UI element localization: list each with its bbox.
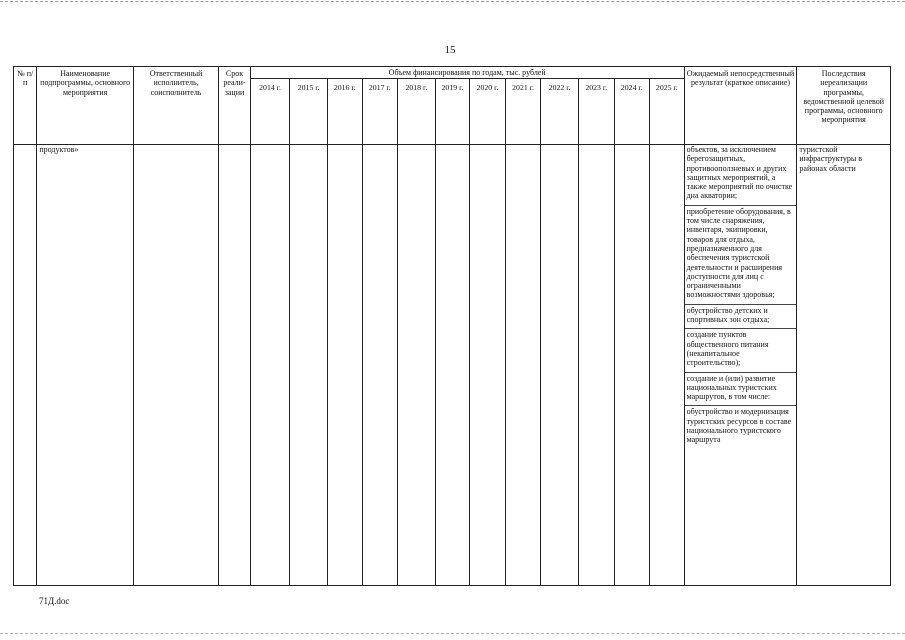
footer-file-name: 71Д.doc [39,596,70,606]
row-year-cell [650,145,685,586]
row-year-cell [327,145,362,586]
divider [685,372,797,373]
year-header: 2020 г. [470,79,506,145]
year-header: 2015 г. [290,79,328,145]
header-financing: Объем финансирования по годам, тыс. рублей [250,67,684,79]
header-name: Наименование подпрограммы, основного мероприятия [37,67,134,145]
year-header: 2022 г. [541,79,579,145]
row-year-cell [505,145,541,586]
row-expected-result [684,145,797,586]
row-year-cell [614,145,650,586]
expected-item: создание и (или) развитие национальных туристских маршрутов, в том числе: [686,373,777,402]
header-responsible: Ответственный исполнитель, соисполнитель [133,67,218,145]
year-header: 2023 г. [578,79,614,145]
row-year-cell [290,145,328,586]
year-header: 2018 г. [398,79,436,145]
expected-item: создание пунктов общественного питания (некапитальное строительство); [686,330,769,368]
divider [685,304,797,305]
expected-item: обустройство и модернизация туристских ресурсов в составе национального туристского маршрута [686,407,792,445]
year-header: 2017 г. [362,79,398,145]
header-num: № п/п [14,67,37,145]
divider [685,205,797,206]
scan-edge-bottom [0,633,905,634]
row-year-cell [398,145,436,586]
row-year-cell [541,145,579,586]
expected-item: объектов, за исключением берегозащитных, противооползневых и других защитных мероприятий, а также мероприятий по очистке дна акватории; [686,145,793,201]
row-year-cell [470,145,506,586]
scan-edge-top [0,1,905,2]
row-year-cell [250,145,290,586]
year-header: 2016 г. [327,79,362,145]
year-header: 2019 г. [435,79,470,145]
row-term [219,145,251,586]
year-header: 2021 г. [505,79,541,145]
table-row [14,145,891,586]
row-consequences: туристской инфраструктуры в районах области [797,145,891,586]
header-row-1 [14,67,891,79]
row-year-cell [362,145,398,586]
header-expected-result: Ожидаемый непосредственный результат (краткое описание) [684,67,797,145]
row-responsible [133,145,218,586]
program-table [13,66,891,586]
expected-item: обустройство детских и спортивных зон отдыха; [686,305,770,325]
year-header: 2025 г. [650,79,685,145]
divider [685,328,797,329]
header-consequences: Последствия нереализации программы, ведомственной целевой программы, основного мероприятия [797,67,891,145]
row-year-cell [435,145,470,586]
expected-item: приобретение оборудования, в том числе снаряжения, инвентаря, экипировки, товаров для отдыха, предназначенного для обеспечения туристской деятельности и расширения доступности для лиц с ограниченными возможностями здоровья; [686,206,791,300]
row-year-cell [578,145,614,586]
year-header: 2014 г. [250,79,290,145]
year-header: 2024 г. [614,79,650,145]
divider [685,405,797,406]
header-term: Срок реали-зации [219,67,251,145]
row-name: продуктов» [37,145,134,586]
row-num [14,145,37,586]
page-number: 15 [444,44,456,56]
